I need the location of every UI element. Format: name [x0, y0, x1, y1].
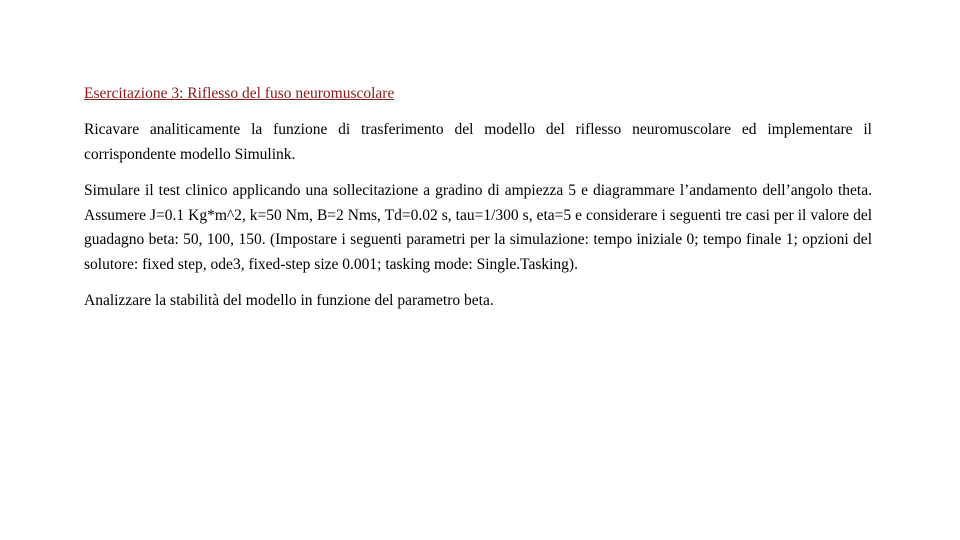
paragraph-1-text-end: ed implementare il corrispondente modello Simulink.	[84, 121, 872, 163]
paragraph-1-emphasis: modello del riflesso neuromuscolare	[484, 121, 732, 138]
paragraph-1-text-start: Ricavare analiticamente la funzione di trasferimento del	[84, 121, 485, 138]
document-body	[84, 82, 872, 326]
paragraph-transfer-function	[84, 118, 872, 167]
paragraph-stability-analysis: Analizzare la stabilità del modello in funzione del parametro beta.	[84, 292, 494, 309]
paragraph-simulation-instructions: Simulare il test clinico applicando una sollecitazione a gradino di ampiezza 5 e diagrammare l’andamento dell’angolo theta. Assumere J=0.1 Kg*m^2, k=50 Nm, B=2 Nms, Td=0.02 s, tau=1/300 s, eta=5 e considerare i seguenti tre casi per il valore del guadagno beta: 50, 100, 150. (Impostare i seguenti parametri per la simulazione: tempo iniziale 0; tempo finale 1; opzioni del solutore: fixed step, ode3, fixed-step size 0.001; tasking mode: Single.Tasking).	[84, 182, 872, 273]
exercise-title: Esercitazione 3: Riflesso del fuso neuromuscolare	[84, 85, 395, 102]
